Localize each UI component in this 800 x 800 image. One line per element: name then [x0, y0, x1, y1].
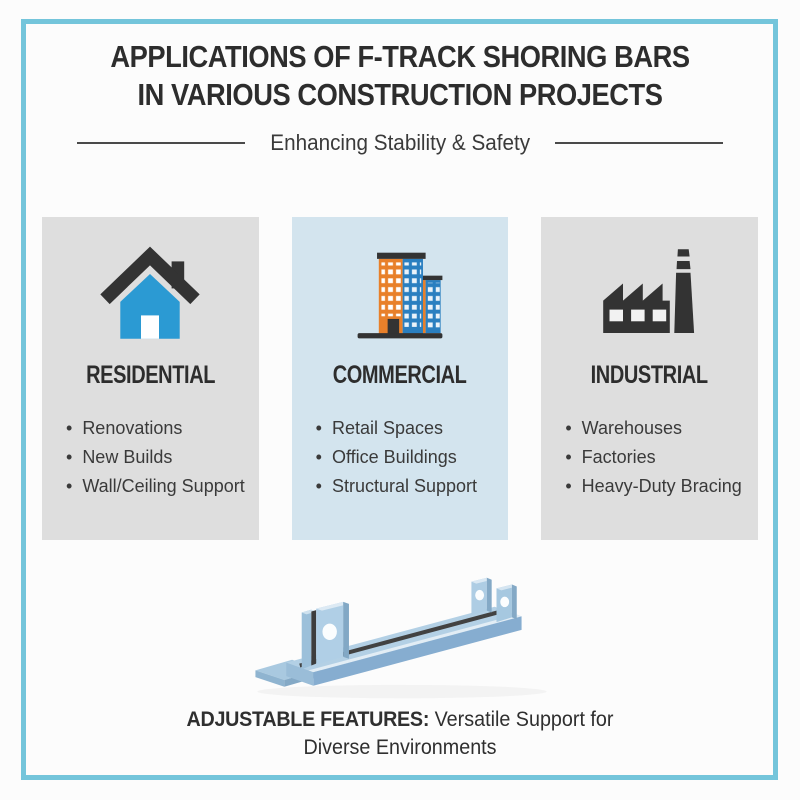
list-item-text: Wall/Ceiling Support	[82, 476, 245, 496]
list-item	[565, 472, 741, 501]
shoring-bar-illustration	[247, 572, 557, 707]
card-industrial	[541, 217, 758, 540]
office-building-icon	[347, 237, 453, 347]
list-item-text: Renovations	[82, 418, 183, 438]
footer-caption	[174, 706, 625, 762]
subtitle-row	[0, 129, 800, 157]
commercial-list	[292, 414, 477, 501]
card-title-industrial: INDUSTRIAL	[591, 361, 709, 389]
list-item	[565, 443, 741, 472]
card-title-residential: RESIDENTIAL	[85, 361, 215, 389]
card-commercial	[292, 217, 509, 540]
list-item	[66, 414, 245, 443]
card-residential	[42, 217, 259, 540]
list-item	[316, 472, 477, 501]
house-icon	[96, 237, 204, 347]
list-item-text: Warehouses	[581, 418, 683, 438]
page-title-line1: APPLICATIONS OF F-TRACK SHORING BARS	[110, 39, 690, 74]
divider-line-right	[555, 142, 723, 144]
divider-line-left	[77, 142, 245, 144]
list-item	[565, 414, 741, 443]
subtitle-text: Enhancing Stability & Safety	[270, 130, 530, 155]
residential-list	[42, 414, 245, 501]
list-item-text: Office Buildings	[331, 447, 457, 467]
category-cards	[42, 217, 758, 540]
industrial-list	[541, 414, 741, 501]
list-item	[66, 443, 245, 472]
list-item-text: Retail Spaces	[331, 418, 444, 438]
list-item	[316, 443, 477, 472]
footer-text: Versatile Support for Diverse Environments	[303, 708, 614, 759]
list-item	[66, 472, 245, 501]
list-item-text: New Builds	[82, 447, 173, 467]
factory-icon	[596, 237, 704, 347]
list-item-text: Structural Support	[331, 476, 478, 496]
list-item	[316, 414, 477, 443]
list-item-text: Factories	[581, 447, 656, 467]
page-title	[48, 38, 752, 114]
card-title-commercial: COMMERCIAL	[333, 361, 467, 389]
page-title-line2: IN VARIOUS CONSTRUCTION PROJECTS	[137, 77, 663, 112]
list-item-text: Heavy-Duty Bracing	[581, 476, 742, 496]
footer-label: ADJUSTABLE FEATURES:	[186, 708, 430, 731]
